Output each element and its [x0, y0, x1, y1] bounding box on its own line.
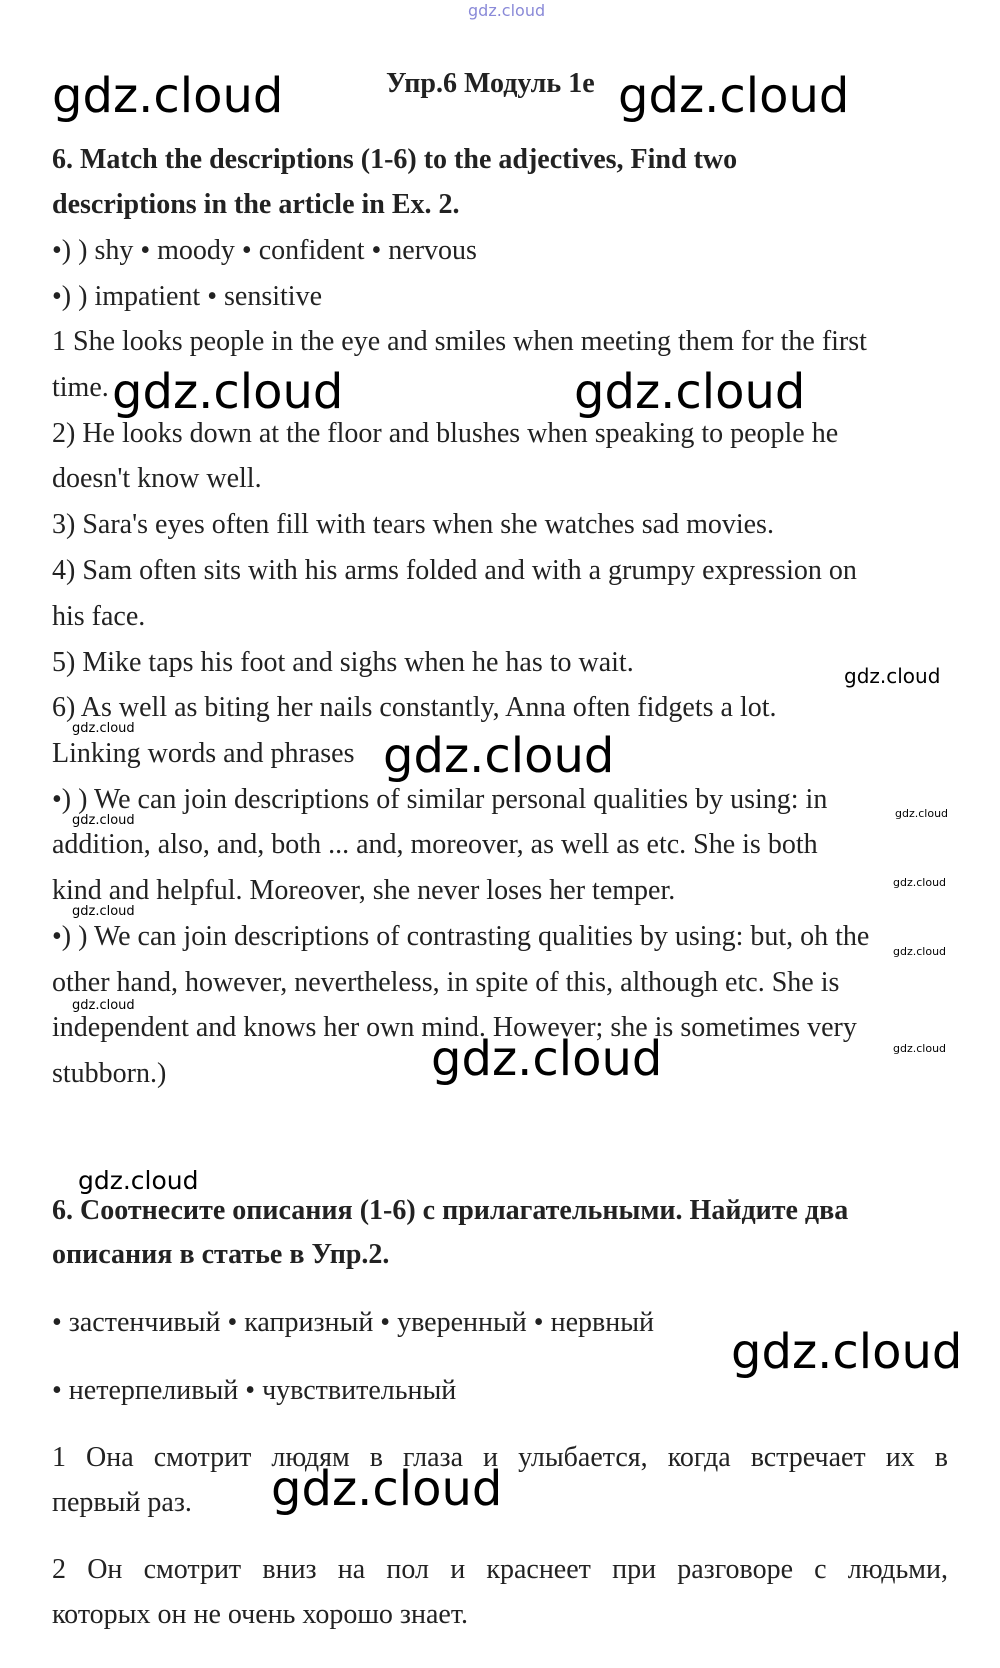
adjectives-ru-line1: • застенчивый • капризный • уверенный • нервный — [52, 1307, 654, 1338]
watermark: gdz.cloud — [271, 1461, 503, 1517]
link1-line2: addition, also, and, both ... and, moreover, as well as etc. She is both — [52, 829, 818, 860]
watermark: gdz.cloud — [72, 998, 135, 1013]
adjectives-en-line1: •) ) shy • moody • confident • nervous — [52, 235, 477, 266]
link1-line1: •) ) We can join descriptions of similar personal qualities by using: in — [52, 784, 828, 815]
task-heading-en-line1: 6. Match the descriptions (1-6) to the adjectives, Find two — [52, 144, 738, 175]
item1-en-line1: 1 She looks people in the eye and smiles when meeting them for the first — [52, 326, 867, 357]
watermark: gdz.cloud — [844, 664, 941, 688]
adjectives-ru-line2: • нетерпеливый • чувствительный — [52, 1375, 457, 1406]
watermark-top: gdz.cloud — [468, 1, 546, 20]
item2-en-line2: doesn't know well. — [52, 463, 262, 494]
item5-en: 5) Mike taps his foot and sighs when he has to wait. — [52, 647, 634, 678]
watermark: gdz.cloud — [618, 68, 850, 124]
item2-ru-line2: которых он не очень хорошо знает. — [52, 1599, 468, 1630]
item2-ru-line1: 2 Он смотрит вниз на пол и краснеет при разговоре с людьми, — [52, 1554, 948, 1585]
item1-ru-line2: первый раз. — [52, 1487, 192, 1518]
link2-line1: •) ) We can join descriptions of contrasting qualities by using: but, oh the — [52, 921, 870, 952]
item1-en-line2: time. — [52, 372, 109, 403]
watermark: gdz.cloud — [893, 945, 947, 958]
item2-en-line1: 2) He looks down at the floor and blushes when speaking to people he — [52, 418, 839, 449]
watermark: gdz.cloud — [431, 1031, 663, 1087]
adjectives-en-line2: •) ) impatient • sensitive — [52, 281, 322, 312]
task-heading-ru-line1: 6. Соотнесите описания (1-6) с прилагательными. Найдите два — [52, 1195, 849, 1226]
task-heading-en-line2: descriptions in the article in Ex. 2. — [52, 189, 460, 220]
watermark: gdz.cloud — [574, 364, 806, 420]
watermark: gdz.cloud — [78, 1166, 199, 1195]
watermark: gdz.cloud — [731, 1324, 963, 1380]
watermark: gdz.cloud — [893, 1042, 947, 1055]
item4-en-line1: 4) Sam often sits with his arms folded and with a grumpy expression on — [52, 555, 857, 586]
task-heading-ru-line2: описания в статье в Упр.2. — [52, 1239, 390, 1270]
watermark: gdz.cloud — [893, 876, 947, 889]
watermark: gdz.cloud — [383, 728, 615, 784]
watermark: gdz.cloud — [895, 807, 949, 820]
watermark: gdz.cloud — [72, 904, 135, 919]
watermark: gdz.cloud — [112, 364, 344, 420]
item1-ru-line1: 1 Она смотрит людям в глаза и улыбается, когда встречает их в — [52, 1442, 948, 1473]
item6-en: 6) As well as biting her nails constantly, Anna often fidgets a lot. — [52, 692, 777, 723]
item4-en-line2: his face. — [52, 601, 146, 632]
page-title: Упр.6 Модуль 1е — [386, 68, 595, 99]
link2-line2: other hand, however, nevertheless, in spite of this, although etc. She is — [52, 967, 840, 998]
linking-heading: Linking words and phrases — [52, 738, 355, 769]
item3-en: 3) Sara's eyes often fill with tears when she watches sad movies. — [52, 509, 774, 540]
link2-line4: stubborn.) — [52, 1058, 167, 1089]
watermark: gdz.cloud — [72, 721, 135, 736]
watermark: gdz.cloud — [72, 813, 135, 828]
link2-line3: independent and knows her own mind. However; she is sometimes very — [52, 1012, 857, 1043]
link1-line3: kind and helpful. Moreover, she never loses her temper. — [52, 875, 676, 906]
watermark: gdz.cloud — [52, 68, 284, 124]
